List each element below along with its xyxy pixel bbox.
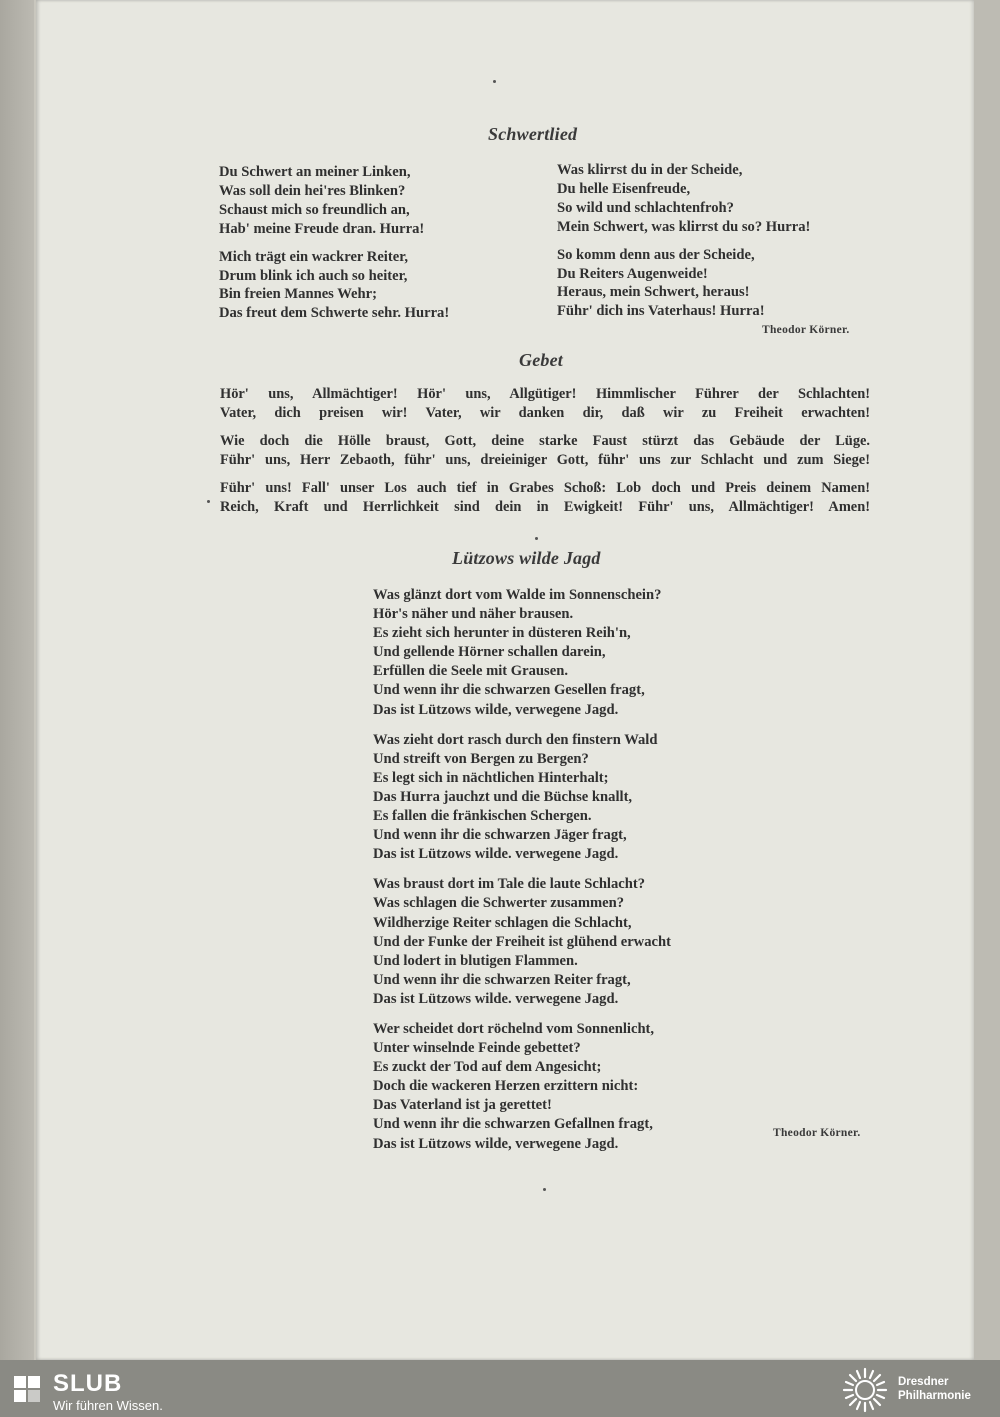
verse-line: Und wenn ihr die schwarzen Reiter fragt, bbox=[373, 971, 631, 988]
verse-line: Was glänzt dort vom Walde im Sonnenschein? bbox=[373, 587, 662, 603]
prayer-line: Vater, dich preisen wir! Vater, wir danken dir, daß wir zu Freiheit erwachten! bbox=[220, 404, 870, 421]
verse-line: Und wenn ihr die schwarzen Jäger fragt, bbox=[373, 827, 627, 844]
verse-line: Wildherzige Reiter schlagen die Schlacht, bbox=[373, 914, 632, 931]
luetzow-poem bbox=[373, 586, 671, 1163]
luetzow-stanza-4 bbox=[373, 1020, 671, 1154]
verse-line: Heraus, mein Schwert, heraus! bbox=[557, 284, 750, 301]
partner-line-2: Philharmonie bbox=[898, 1390, 971, 1402]
slub-tagline: Wir führen Wissen. bbox=[53, 1398, 163, 1413]
verse-line: Mein Schwert, was klirrst du so? Hurra! bbox=[557, 218, 811, 235]
slub-logo-icon bbox=[12, 1374, 42, 1404]
verse-line: Doch die wackeren Herzen erzittern nicht: bbox=[373, 1078, 639, 1095]
verse-line: Und gellende Hörner schallen darein, bbox=[373, 644, 606, 661]
dresdner-philharmonie-logo-icon bbox=[842, 1367, 888, 1413]
verse-line: Was zieht dort rasch durch den finstern Wald bbox=[373, 731, 658, 748]
luetzow-stanza-3 bbox=[373, 875, 671, 1009]
schwertlied-title: Schwertlied bbox=[488, 124, 578, 144]
schwertlied-right-column bbox=[557, 161, 810, 330]
prayer-line: Reich, Kraft und Herrlichkeit sind dein in Ewigkeit! Führ' uns, Allmächtiger! Amen! bbox=[220, 498, 870, 515]
gebet-stanza-3 bbox=[220, 479, 870, 516]
verse-line: Drum blink ich auch so heiter, bbox=[219, 267, 408, 284]
verse-line: Und wenn ihr die schwarzen Gefallnen fragt, bbox=[373, 1116, 653, 1133]
verse-line: Erfüllen die Seele mit Grausen. bbox=[373, 663, 568, 680]
verse-line: Es zieht sich herunter in düsteren Reih'n, bbox=[373, 625, 631, 642]
gebet-title: Gebet bbox=[519, 350, 563, 370]
prayer-line: Wie doch die Hölle braust, Gott, deine starke Faust stürzt das Gebäude der Lüge. bbox=[220, 433, 870, 450]
verse-line: Hör's näher und näher brausen. bbox=[373, 606, 574, 623]
verse-line: Schaust mich so freundlich an, bbox=[219, 201, 410, 218]
verse-line: Und wenn ihr die schwarzen Gesellen fragt, bbox=[373, 682, 645, 699]
gebet-stanza-2 bbox=[220, 432, 870, 469]
luetzow-title: Lützows wilde Jagd bbox=[452, 548, 601, 568]
prayer-line: Hör' uns, Allmächtiger! Hör' uns, Allgütiger! Himmlischer Führer der Schlachten! bbox=[220, 386, 870, 402]
verse-line: So komm denn aus der Scheide, bbox=[557, 246, 755, 263]
verse-line: Du Schwert an meiner Linken, bbox=[219, 164, 411, 180]
verse-line: Du helle Eisenfreude, bbox=[557, 180, 691, 197]
partner-line-1: Dresdner bbox=[898, 1376, 949, 1388]
verse-line: Und streift von Bergen zu Bergen? bbox=[373, 750, 589, 767]
verse-line: Wer scheidet dort röchelnd vom Sonnenlicht, bbox=[373, 1020, 655, 1037]
verse-line: Das ist Lützows wilde, verwegene Jagd. bbox=[373, 701, 619, 718]
schwertlied-stanza-2 bbox=[219, 248, 449, 324]
verse-line: Das ist Lützows wilde, verwegene Jagd. bbox=[373, 1135, 619, 1152]
dresdner-philharmonie-name bbox=[898, 1375, 971, 1403]
verse-line: Das Hurra jauchzt und die Büchse knallt, bbox=[373, 788, 633, 805]
schwertlied-stanza-4 bbox=[557, 246, 810, 322]
verse-line: So wild und schlachtenfroh? bbox=[557, 199, 734, 216]
gebet-text bbox=[220, 385, 870, 527]
verse-line: Unter winselnde Feinde gebettet? bbox=[373, 1040, 581, 1057]
luetzow-stanza-2 bbox=[373, 731, 671, 865]
print-speck bbox=[535, 537, 538, 540]
print-speck bbox=[543, 1188, 546, 1191]
verse-line: Und der Funke der Freiheit ist glühend erwacht bbox=[373, 933, 671, 950]
prayer-line: Führ' uns! Fall' unser Los auch tief in Grabes Schoß: Lob doch und Preis deinem Namen! bbox=[220, 480, 870, 497]
verse-line: Das ist Lützows wilde. verwegene Jagd. bbox=[373, 846, 619, 863]
verse-line: Hab' meine Freude dran. Hurra! bbox=[219, 220, 425, 237]
verse-line: Was braust dort im Tale die laute Schlacht? bbox=[373, 876, 646, 893]
verse-line: Und lodert in blutigen Flammen. bbox=[373, 952, 578, 969]
verse-line: Mich trägt ein wackrer Reiter, bbox=[219, 248, 408, 265]
verse-line: Du Reiters Augenweide! bbox=[557, 265, 708, 282]
verse-line: Was schlagen die Schwerter zusammen? bbox=[373, 895, 625, 912]
gebet-stanza-1 bbox=[220, 385, 870, 422]
verse-line: Was klirrst du in der Scheide, bbox=[557, 162, 743, 178]
luetzow-author: Theodor Körner. bbox=[773, 1127, 861, 1139]
schwertlied-stanza-1 bbox=[219, 163, 449, 239]
footer-bar bbox=[0, 1360, 1000, 1417]
verse-line: Was soll dein hei'res Blinken? bbox=[219, 182, 406, 199]
schwertlied-stanza-3 bbox=[557, 161, 810, 237]
verse-line: Das ist Lützows wilde. verwegene Jagd. bbox=[373, 990, 619, 1007]
verse-line: Führ' dich ins Vaterhaus! Hurra! bbox=[557, 303, 765, 320]
verse-line: Es zuckt der Tod auf dem Angesicht; bbox=[373, 1059, 602, 1076]
slub-name: SLUB bbox=[53, 1370, 123, 1397]
schwertlied-left-column bbox=[219, 163, 449, 332]
verse-line: Das freut dem Schwerte sehr. Hurra! bbox=[219, 305, 450, 322]
verse-line: Es fallen die fränkischen Schergen. bbox=[373, 808, 592, 825]
print-speck bbox=[493, 80, 496, 83]
verse-line: Bin freien Mannes Wehr; bbox=[219, 286, 377, 303]
schwertlied-author: Theodor Körner. bbox=[762, 324, 850, 336]
print-speck bbox=[207, 500, 210, 503]
luetzow-stanza-1 bbox=[373, 586, 671, 720]
prayer-line: Führ' uns, Herr Zebaoth, führ' uns, dreieiniger Gott, führ' uns zur Schlacht und zum Siege! bbox=[220, 451, 870, 468]
verse-line: Es legt sich in nächtlichen Hinterhalt; bbox=[373, 769, 609, 786]
verse-line: Das Vaterland ist ja gerettet! bbox=[373, 1097, 552, 1114]
